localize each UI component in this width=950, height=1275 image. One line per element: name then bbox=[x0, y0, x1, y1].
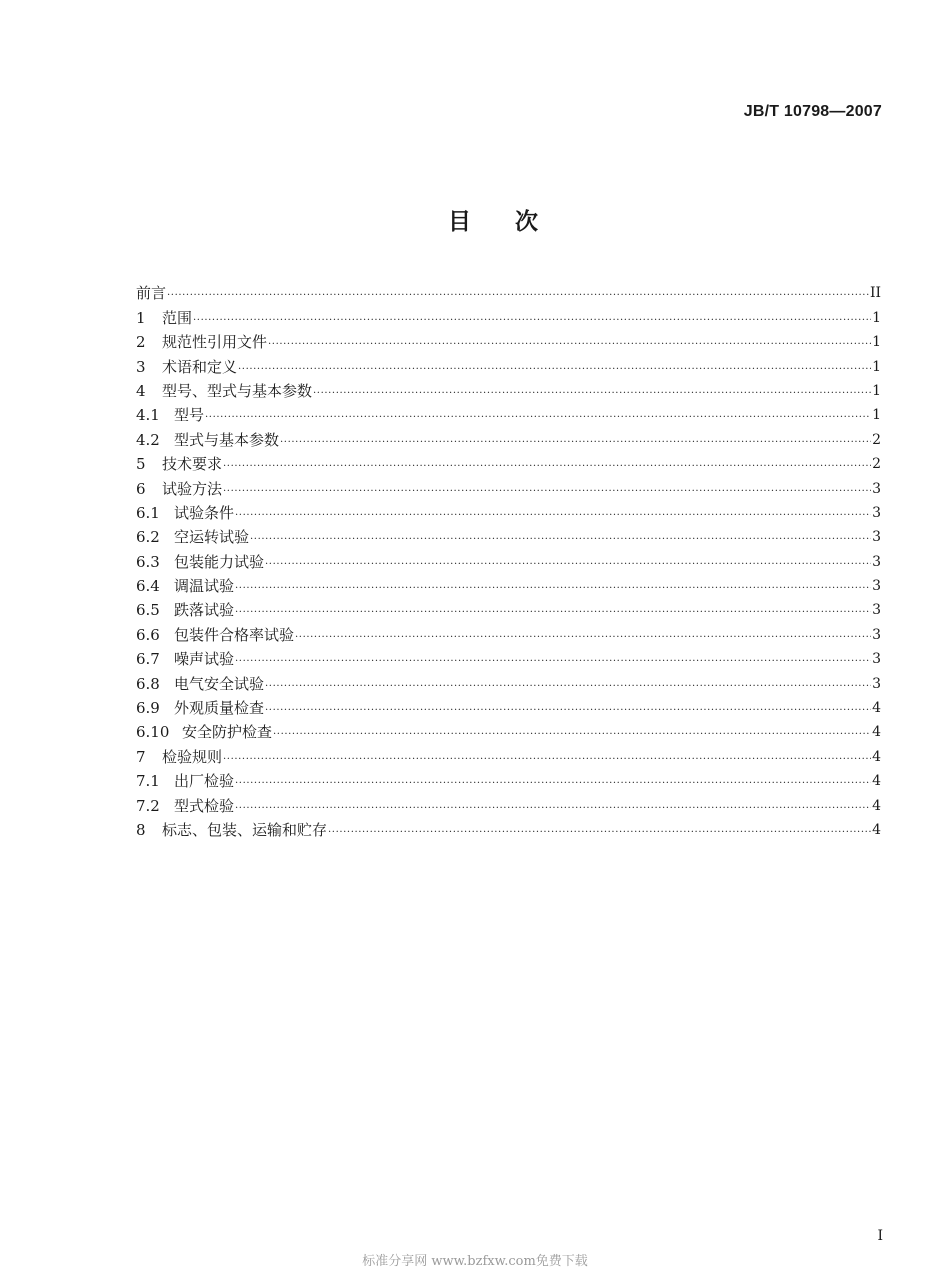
dot-leader bbox=[235, 649, 871, 669]
toc-entry-page: 2 bbox=[872, 431, 881, 448]
standard-code: JB/T 10798—2007 bbox=[743, 103, 882, 120]
toc-entry-number: 4 bbox=[136, 381, 146, 400]
toc-entry-number: 6.7 bbox=[136, 650, 160, 669]
toc-entry-number: 6.5 bbox=[136, 601, 160, 620]
dot-leader bbox=[265, 674, 871, 694]
toc-entry-page: 3 bbox=[872, 626, 881, 643]
toc-entry[interactable] bbox=[136, 303, 881, 327]
toc-entry-page: 3 bbox=[872, 651, 881, 668]
toc-entry-number: 6.8 bbox=[136, 674, 160, 693]
dot-leader bbox=[265, 552, 871, 572]
dot-leader bbox=[250, 527, 871, 547]
toc-entry-page: 3 bbox=[872, 602, 881, 619]
dot-leader bbox=[223, 454, 871, 474]
toc-entry-number: 6.1 bbox=[136, 503, 160, 522]
toc-entry-label: 型号 bbox=[174, 406, 205, 425]
dot-leader bbox=[268, 332, 871, 352]
dot-leader bbox=[313, 381, 871, 401]
toc-entry-number: 7 bbox=[136, 747, 146, 766]
toc-entry-page: 3 bbox=[872, 553, 881, 570]
toc-entry-number: 6.3 bbox=[136, 552, 160, 571]
toc-entry-number: 6.9 bbox=[136, 699, 160, 718]
toc-entry-number: 3 bbox=[136, 357, 146, 376]
toc-entry-number: 6.2 bbox=[136, 528, 160, 547]
toc-entry-page: 1 bbox=[872, 407, 881, 424]
table-of-contents bbox=[136, 279, 881, 840]
toc-entry[interactable] bbox=[136, 718, 881, 742]
toc-entry-label: 标志、包装、运输和贮存 bbox=[162, 820, 328, 839]
toc-entry-label: 外观质量检查 bbox=[174, 699, 265, 718]
toc-entry-label: 范围 bbox=[162, 308, 193, 327]
toc-entry-page: 3 bbox=[872, 504, 881, 521]
toc-entry-number: 1 bbox=[136, 308, 146, 327]
toc-entry[interactable] bbox=[136, 328, 881, 352]
toc-entry-page: 4 bbox=[872, 724, 881, 741]
page-title: 目次 bbox=[448, 208, 582, 235]
toc-entry[interactable] bbox=[136, 694, 881, 718]
toc-entry[interactable] bbox=[136, 499, 881, 523]
toc-entry-page: 3 bbox=[872, 675, 881, 692]
toc-entry[interactable] bbox=[136, 474, 881, 498]
toc-entry-label: 空运转试验 bbox=[174, 528, 250, 547]
dot-leader bbox=[223, 479, 871, 499]
toc-entry-number: 6.4 bbox=[136, 577, 160, 596]
dot-leader bbox=[235, 600, 871, 620]
toc-entry[interactable] bbox=[136, 547, 881, 571]
toc-entry-number: 6 bbox=[136, 479, 146, 498]
toc-entry-number: 8 bbox=[136, 820, 146, 839]
toc-entry-label: 试验方法 bbox=[162, 479, 223, 498]
toc-entry[interactable] bbox=[136, 425, 881, 449]
toc-entry-label: 噪声试验 bbox=[174, 650, 235, 669]
toc-entry-number: 2 bbox=[136, 333, 146, 352]
toc-entry[interactable] bbox=[136, 401, 881, 425]
dot-leader bbox=[205, 405, 871, 425]
toc-entry-page: 1 bbox=[872, 382, 881, 399]
toc-entry-label: 电气安全试验 bbox=[174, 674, 265, 693]
toc-entry-label: 调温试验 bbox=[174, 577, 235, 596]
dot-leader bbox=[235, 771, 871, 791]
toc-entry[interactable] bbox=[136, 279, 881, 303]
dot-leader bbox=[235, 576, 871, 596]
toc-entry-label: 前言 bbox=[136, 284, 167, 303]
toc-entry-label: 型号、型式与基本参数 bbox=[162, 381, 313, 400]
toc-entry-number: 7.1 bbox=[136, 772, 160, 791]
toc-entry-page: II bbox=[869, 285, 881, 302]
toc-entry[interactable] bbox=[136, 669, 881, 693]
toc-entry[interactable] bbox=[136, 791, 881, 815]
toc-entry-page: 4 bbox=[872, 773, 881, 790]
toc-entry-label: 型式检验 bbox=[174, 796, 235, 815]
dot-leader bbox=[273, 722, 871, 742]
toc-entry-page: 3 bbox=[872, 578, 881, 595]
toc-entry[interactable] bbox=[136, 620, 881, 644]
dot-leader bbox=[235, 796, 871, 816]
toc-entry[interactable] bbox=[136, 450, 881, 474]
toc-entry-number: 6.10 bbox=[136, 723, 170, 742]
toc-entry-label: 规范性引用文件 bbox=[162, 333, 268, 352]
toc-entry[interactable] bbox=[136, 645, 881, 669]
watermark: 标准分享网 www.bzfxw.com免费下载 bbox=[362, 1254, 588, 1269]
toc-entry-label: 技术要求 bbox=[162, 455, 223, 474]
toc-entry-number: 6.6 bbox=[136, 625, 160, 644]
toc-entry-page: 4 bbox=[872, 700, 881, 717]
toc-entry-label: 跌落试验 bbox=[174, 601, 235, 620]
dot-leader bbox=[223, 747, 871, 767]
toc-entry[interactable] bbox=[136, 377, 881, 401]
dot-leader bbox=[328, 820, 871, 840]
dot-leader bbox=[280, 430, 871, 450]
toc-entry[interactable] bbox=[136, 767, 881, 791]
toc-entry-page: 3 bbox=[872, 529, 881, 546]
toc-entry-page: 4 bbox=[872, 821, 881, 838]
toc-entry-number: 4.2 bbox=[136, 430, 160, 449]
toc-entry-page: 4 bbox=[872, 748, 881, 765]
toc-entry-label: 试验条件 bbox=[174, 503, 235, 522]
dot-leader bbox=[238, 357, 871, 377]
toc-entry-label: 包装件合格率试验 bbox=[174, 625, 295, 644]
toc-entry-page: 1 bbox=[872, 358, 881, 375]
page-number: I bbox=[877, 1228, 883, 1244]
toc-entry-page: 3 bbox=[872, 480, 881, 497]
dot-leader bbox=[265, 698, 871, 718]
toc-entry-label: 术语和定义 bbox=[162, 357, 238, 376]
toc-entry[interactable] bbox=[136, 572, 881, 596]
toc-entry-label: 出厂检验 bbox=[174, 772, 235, 791]
toc-entry[interactable] bbox=[136, 596, 881, 620]
toc-entry-page: 1 bbox=[872, 309, 881, 326]
toc-entry-label: 安全防护检查 bbox=[182, 723, 273, 742]
toc-entry[interactable] bbox=[136, 523, 881, 547]
toc-entry-label: 型式与基本参数 bbox=[174, 430, 280, 449]
toc-entry[interactable] bbox=[136, 352, 881, 376]
toc-entry-label: 检验规则 bbox=[162, 747, 223, 766]
toc-entry-page: 4 bbox=[872, 797, 881, 814]
toc-entry-page: 1 bbox=[872, 334, 881, 351]
dot-leader bbox=[193, 308, 871, 328]
toc-entry[interactable] bbox=[136, 816, 881, 840]
toc-entry[interactable] bbox=[136, 742, 881, 766]
toc-entry-label: 包装能力试验 bbox=[174, 552, 265, 571]
dot-leader bbox=[295, 625, 871, 645]
toc-entry-number: 4.1 bbox=[136, 406, 160, 425]
toc-entry-number: 7.2 bbox=[136, 796, 160, 815]
dot-leader bbox=[167, 283, 869, 303]
toc-entry-page: 2 bbox=[872, 456, 881, 473]
toc-entry-number: 5 bbox=[136, 455, 146, 474]
dot-leader bbox=[235, 503, 871, 523]
